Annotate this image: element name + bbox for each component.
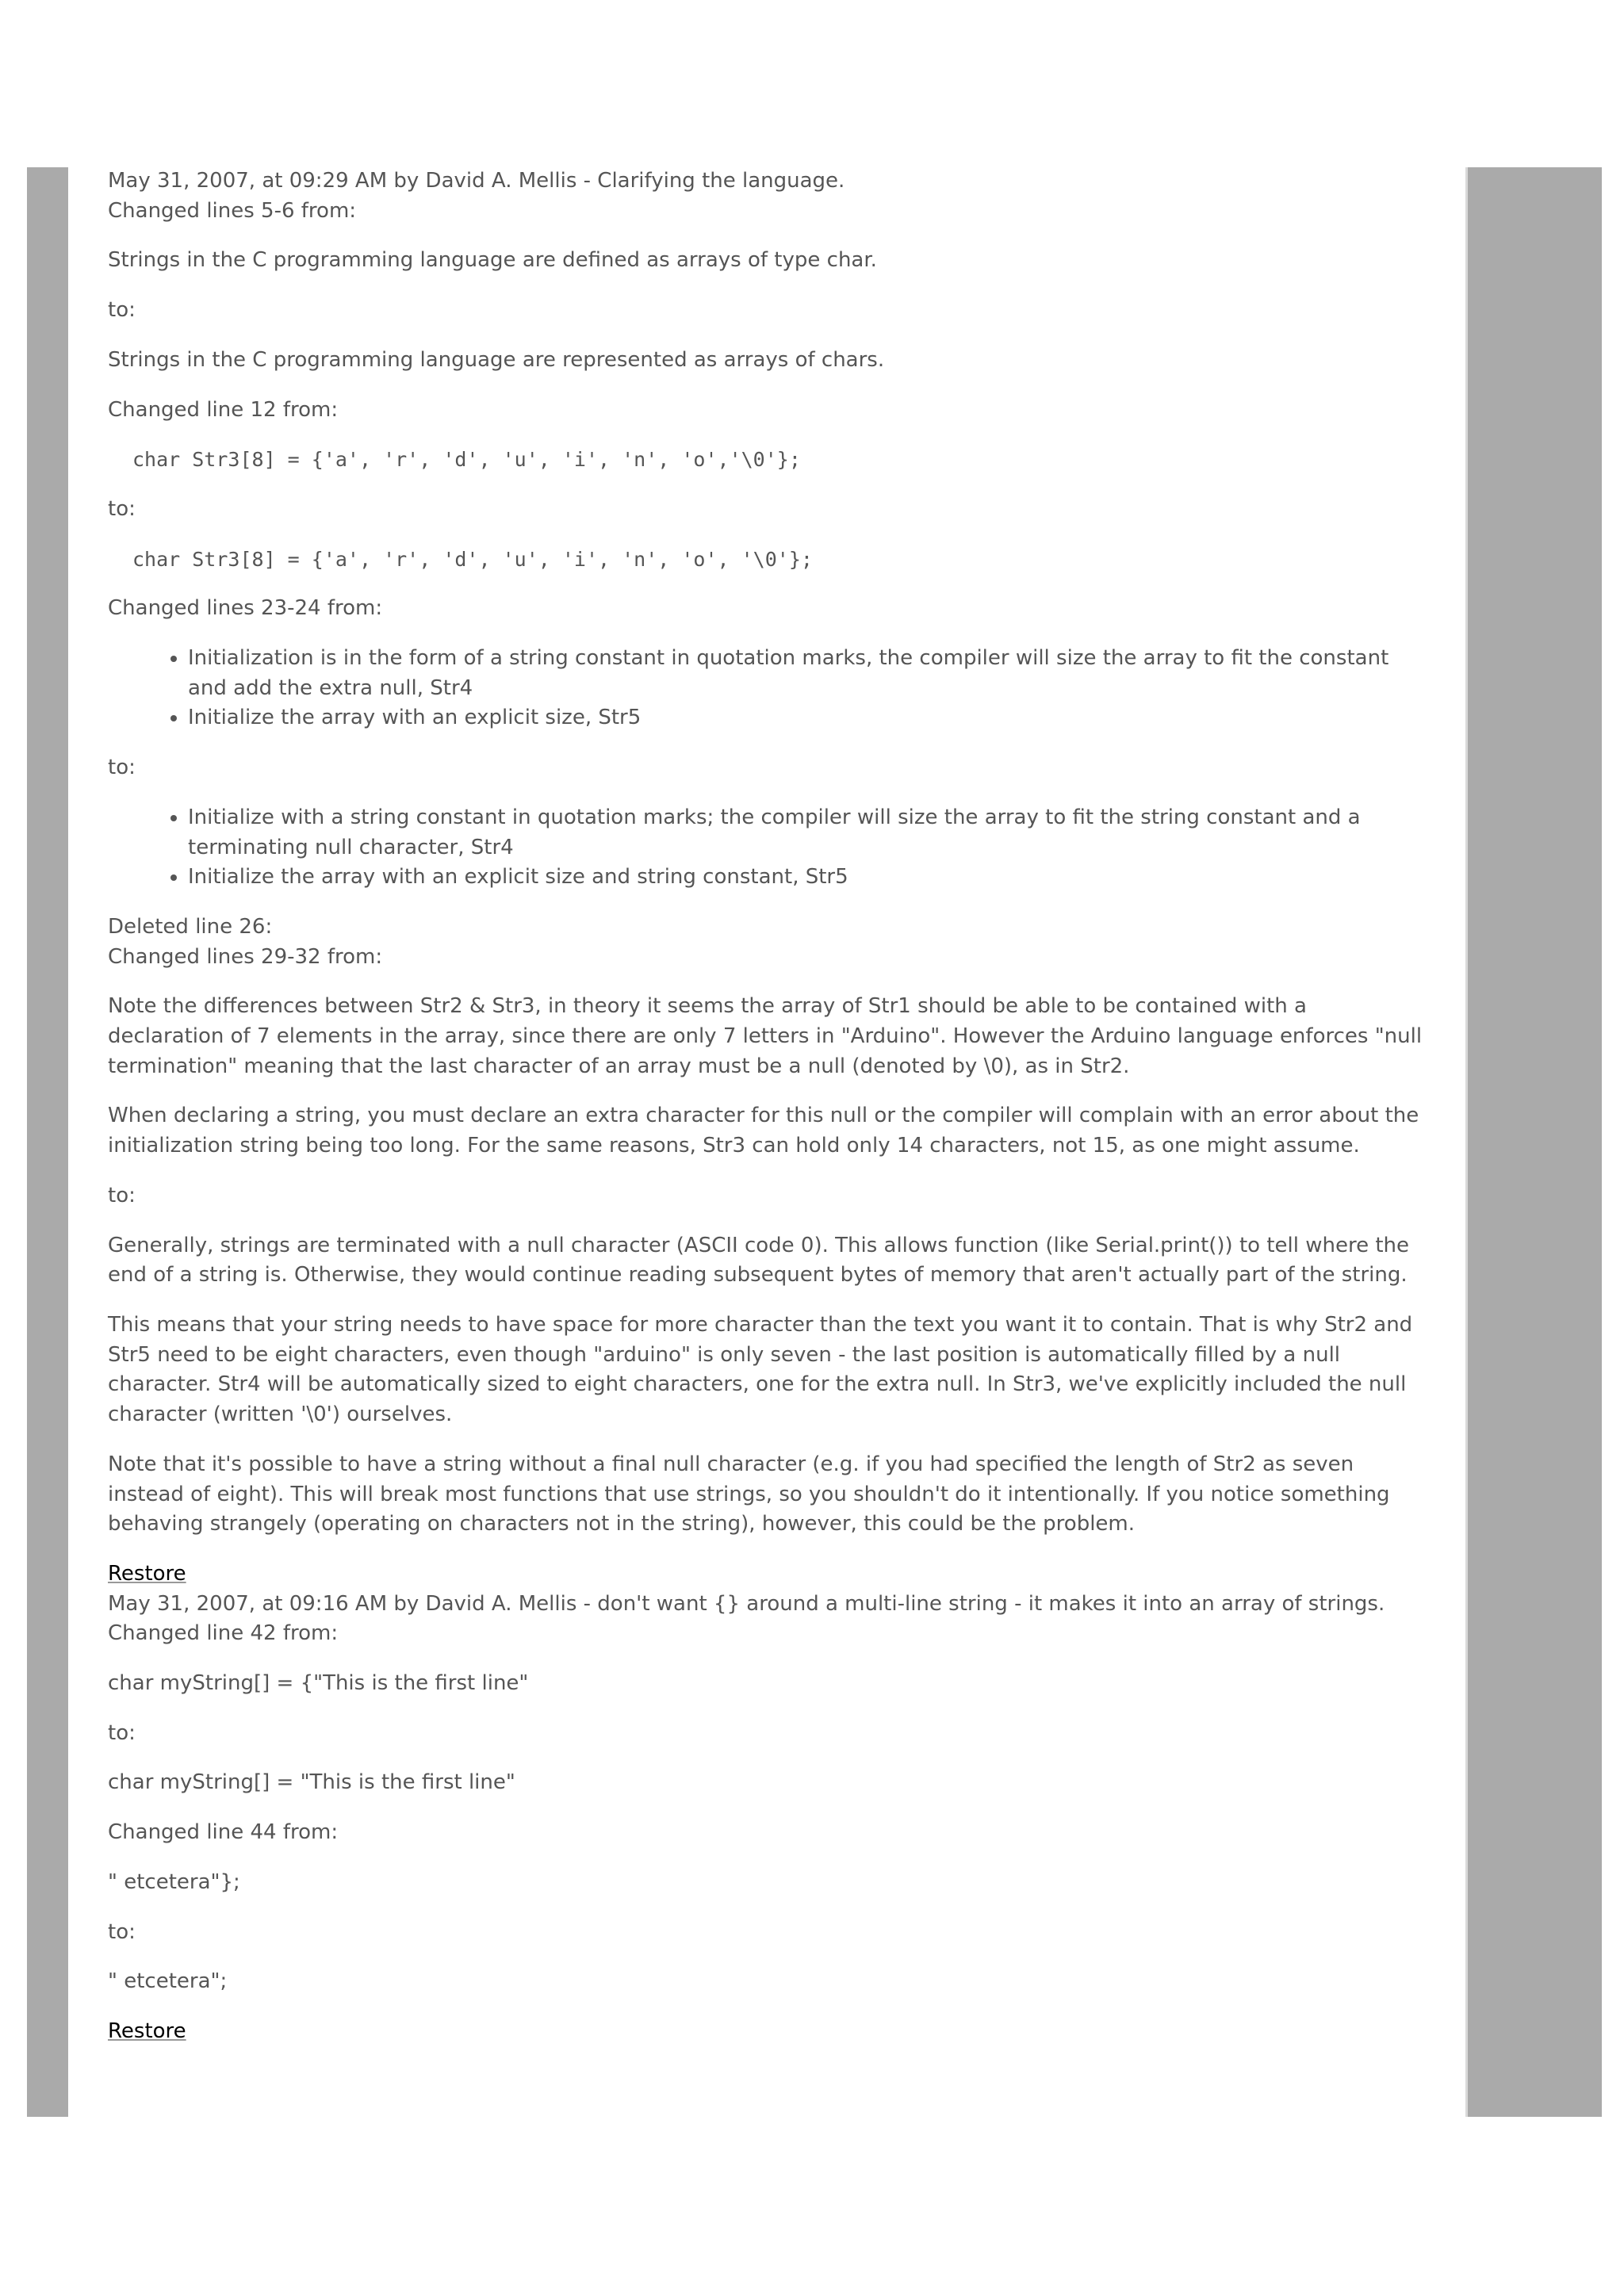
left-margin-bar (27, 167, 68, 2117)
old-list (108, 644, 1423, 733)
list-item: • Initialize the array with an explicit size, Str5 (188, 703, 1423, 733)
new-paragraph: Note that it's possible to have a string without a final null character (e.g. if you had specified the length of Str2 as seven instead of eight). This will break most functions that use strings, so you shouldn't do it intentionally. If you notice something behaving strangely (operating on characters not in the string), however, this could be the problem. (108, 1452, 1390, 1536)
right-margin-bar (1465, 167, 1602, 2117)
old-text: char myString[] = {"This is the first line" (108, 1671, 529, 1696)
change-label: Changed lines 23-24 from: (108, 596, 383, 621)
to-label: to: (108, 1919, 136, 1944)
new-list (108, 803, 1423, 893)
restore-link[interactable]: Restore (108, 2019, 186, 2043)
to-label: to: (108, 496, 136, 521)
list-item: • Initialization is in the form of a string constant in quotation marks, the compiler will size the array to fit the constant and add the extra null, Str4 (188, 644, 1423, 703)
change-label: Deleted line 26: (108, 914, 273, 939)
to-label: to: (108, 756, 136, 780)
old-paragraph: When declaring a string, you must declare an extra character for this null or the compiler will complain with an error about the initialization string being too long. For the same reasons, Str3 can hold only 14 characters, not 15, as one might assume. (108, 1104, 1419, 1158)
new-paragraph: This means that your string needs to have space for more character than the text you want it to contain. That is why Str2 and Str5 need to be eight characters, even though "arduino" is only seven - the last position is automatically filled by a null character. Str4 will be automatically sized to eight characters, one for the extra null. In Str3, we've explicitly included the null character (written '\0') ourselves. (108, 1312, 1413, 1427)
revision-header: May 31, 2007, at 09:29 AM by David A. Mellis - Clarifying the language. (108, 169, 845, 193)
new-code: char Str3[8] = {'a', 'r', 'd', 'u', 'i', 'n', 'o', '\0'}; (132, 547, 813, 571)
old-text: Strings in the C programming language are defined as arrays of type char. (108, 248, 877, 273)
list-item: • Initialize the array with an explicit size and string constant, Str5 (188, 863, 1423, 893)
change-label: Changed lines 29-32 from: (108, 944, 383, 969)
list-item: • Initialize with a string constant in quotation marks; the compiler will size the array to fit the string constant and a terminating null character, Str4 (188, 803, 1423, 863)
change-label: Changed lines 5-6 from: (108, 198, 357, 223)
change-label: Changed line 44 from: (108, 1820, 339, 1845)
new-text: char myString[] = "This is the first line" (108, 1770, 515, 1795)
revision-header: May 31, 2007, at 09:16 AM by David A. Mellis - don't want {} around a multi-line string - it makes it into an array of strings. (108, 1591, 1385, 1616)
to-label: to: (108, 298, 136, 323)
revision-history (108, 166, 1423, 2047)
to-label: to: (108, 1183, 136, 1207)
new-paragraph: Generally, strings are terminated with a null character (ASCII code 0). This allows function (like Serial.print()) to tell where the end of a string is. Otherwise, they would continue reading subsequent bytes of memory that aren't actually part of the string. (108, 1233, 1410, 1288)
old-code: char Str3[8] = {'a', 'r', 'd', 'u', 'i', 'n', 'o','\0'}; (132, 448, 801, 472)
old-paragraph: Note the differences between Str2 & Str3, in theory it seems the array of Str1 should be able to be contained with a declaration of 7 elements in the array, since there are only 7 letters in "Arduino". However the Arduino language enforces "null termination" meaning that the last character of an array must be a null (denoted by \0), as in Str2. (108, 994, 1423, 1078)
old-text: " etcetera"}; (108, 1869, 240, 1894)
new-text: Strings in the C programming language are represented as arrays of chars. (108, 347, 885, 372)
change-label: Changed line 12 from: (108, 397, 339, 422)
change-label: Changed line 42 from: (108, 1621, 339, 1646)
restore-link[interactable]: Restore (108, 1561, 186, 1586)
new-text: " etcetera"; (108, 1969, 228, 1994)
to-label: to: (108, 1720, 136, 1745)
